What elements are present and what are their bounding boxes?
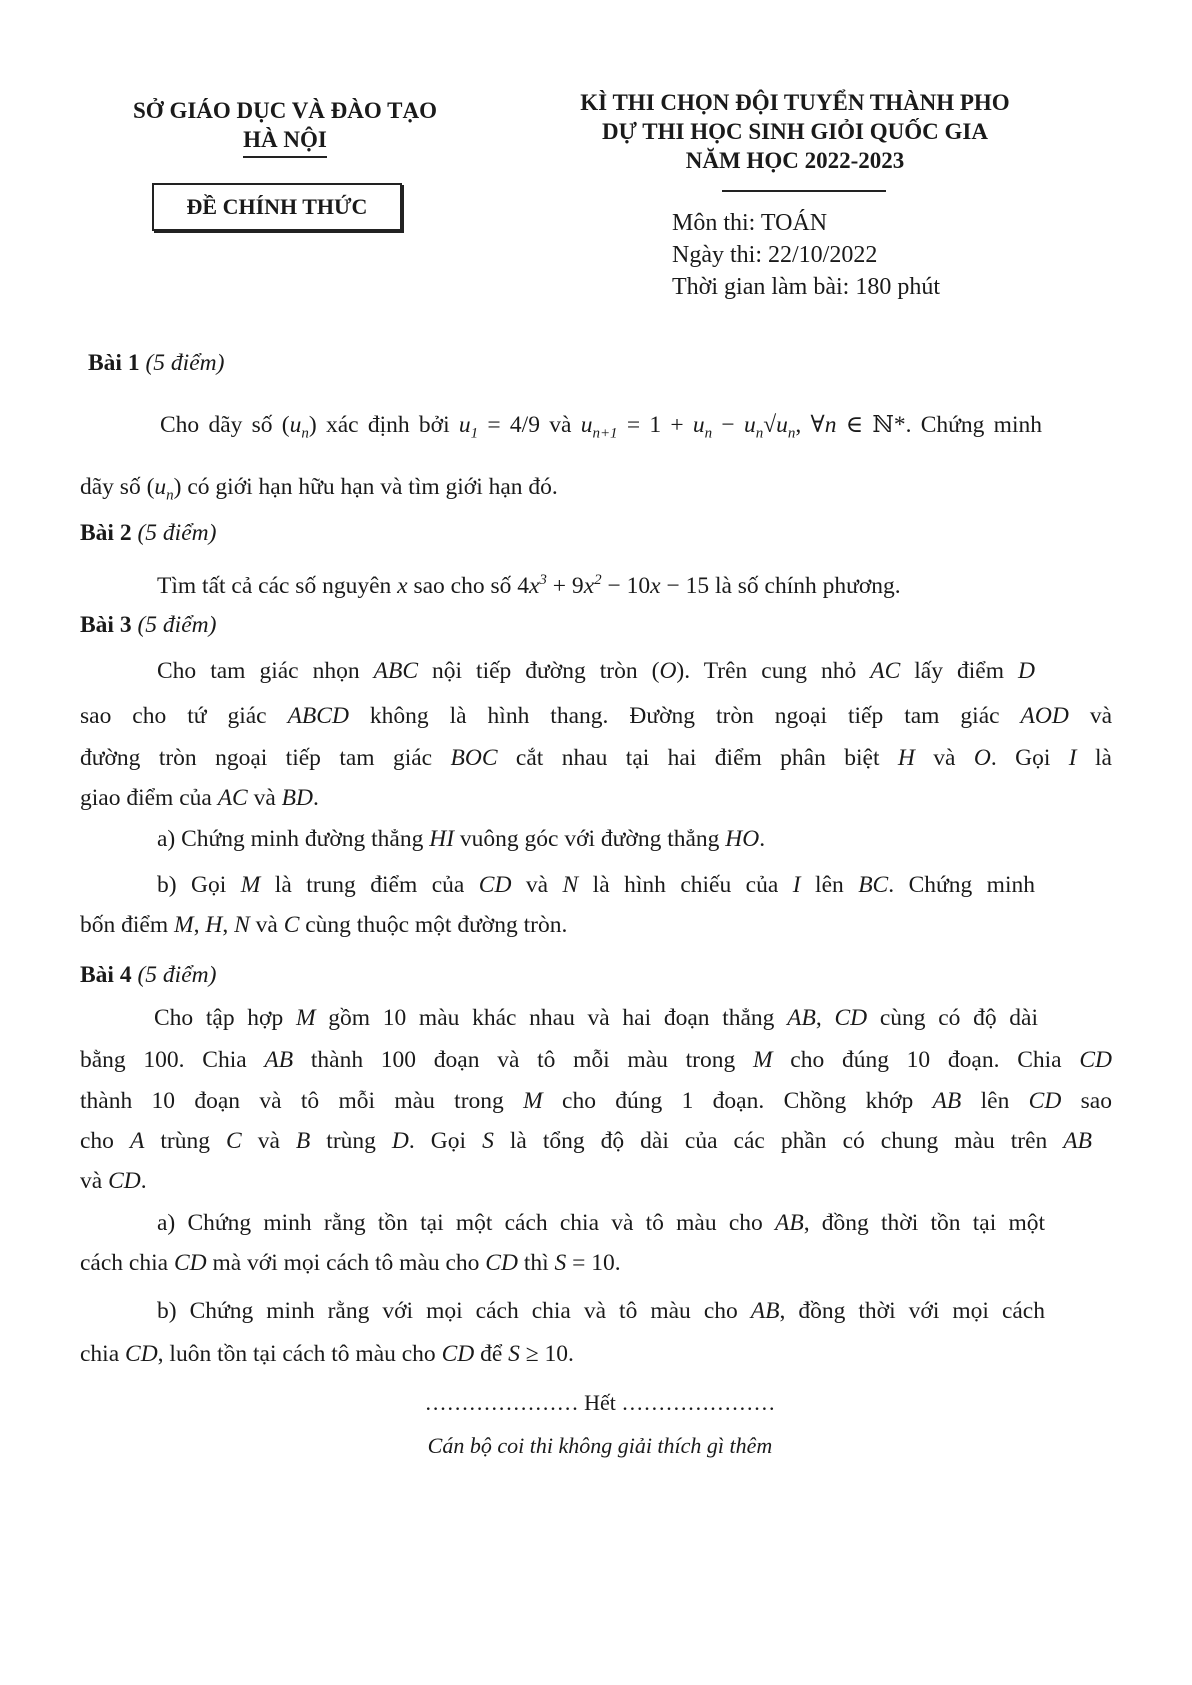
math-symbol: M (174, 912, 194, 938)
math-symbol: x (650, 572, 661, 599)
math-symbol: I (1068, 745, 1077, 771)
math-symbol: u (154, 474, 167, 500)
text-line (80, 1047, 1112, 1074)
text-segment: 2 (594, 572, 602, 588)
department-header (110, 96, 460, 158)
text-segment: . (312, 785, 319, 811)
math-symbol: A (129, 1128, 145, 1154)
text-segment: . (759, 826, 766, 852)
text-line (88, 350, 224, 377)
math-symbol: B (295, 1128, 311, 1154)
city-name: HÀ NỘI (243, 125, 327, 158)
text-segment: gồm 10 màu khác nhau và hai đoạn thẳng (315, 1005, 788, 1031)
text-line (80, 474, 558, 505)
text-line (157, 826, 765, 853)
text-line (157, 872, 1035, 899)
text-segment: b) Gọi (157, 872, 241, 898)
text-segment: a) Chứng minh đường thẳng (157, 826, 430, 852)
math-symbol: (5 điểm) (145, 350, 225, 376)
exam-title-line1: KÌ THI CHỌN ĐỘI TUYỂN THÀNH PHO (580, 90, 1010, 115)
text-segment: thành 100 đoạn và tô mỗi màu trong (293, 1047, 753, 1073)
text-segment: thì (517, 1250, 555, 1276)
text-segment: = 10. (566, 1250, 621, 1276)
text-segment: , luôn tồn tại cách tô màu cho (157, 1341, 442, 1367)
math-symbol: CD (441, 1341, 475, 1367)
text-segment: cho (80, 1128, 130, 1154)
math-symbol: AB (787, 1005, 816, 1031)
text-segment: cùng có độ dài (867, 1005, 1039, 1031)
text-line (157, 1210, 1045, 1237)
end-marker: ………………… Hết ………………… (424, 1390, 776, 1415)
problem-heading: Bài 3 (80, 612, 138, 638)
text-segment: bằng 100. Chia (80, 1047, 265, 1073)
math-symbol: u (692, 412, 705, 438)
text-line (80, 1128, 1092, 1155)
text-segment: Cho dãy số ( (160, 412, 290, 438)
text-line (80, 1341, 574, 1368)
text-segment: lên (800, 872, 859, 898)
text-segment: Cho tập hợp (154, 1005, 296, 1031)
text-segment: − 15 là số chính phương. (660, 572, 901, 599)
text-segment: . Gọi (408, 1128, 483, 1154)
text-segment: và (914, 745, 974, 771)
math-symbol: x (397, 572, 408, 599)
math-symbol: x (528, 572, 540, 599)
text-segment: = 1 + (617, 412, 693, 438)
text-segment: và (241, 1128, 296, 1154)
text-line (80, 745, 1112, 772)
text-segment: trùng (144, 1128, 226, 1154)
math-symbol: AOD (1020, 703, 1069, 729)
text-line (80, 703, 1112, 730)
text-segment: 1 (470, 425, 479, 442)
text-segment: cho đúng 1 đoạn. Chồng khớp (542, 1088, 933, 1114)
text-segment: + 9 (546, 572, 584, 599)
math-symbol: n (824, 412, 837, 438)
math-symbol: CD (485, 1250, 518, 1276)
math-symbol: M (752, 1047, 773, 1073)
text-segment: ) có giới hạn hữu hạn và tìm giới hạn đó. (173, 474, 558, 500)
text-segment: và (80, 1168, 109, 1194)
math-symbol: S (508, 1341, 520, 1367)
math-symbol: S (482, 1128, 494, 1154)
text-segment: là tổng độ dài của các phần có chung màu trên (493, 1128, 1064, 1154)
math-symbol: CD (834, 1005, 868, 1031)
text-segment: , đồng thời tồn tại một (803, 1210, 1046, 1236)
text-segment: sao cho số 4 (407, 572, 529, 599)
text-segment: ). Trên cung nhỏ (676, 658, 871, 684)
math-symbol: ABC (373, 658, 418, 684)
math-symbol: ABCD (287, 703, 349, 729)
text-segment: và (249, 912, 284, 938)
text-segment: thành 10 đoạn và tô mỗi màu trong (80, 1088, 524, 1114)
proctor-note: Cán bộ coi thi không giải thích gì thêm (427, 1433, 773, 1458)
math-symbol: AB (264, 1047, 294, 1073)
text-line (80, 1088, 1112, 1115)
text-segment: , đồng thời với mọi cách (779, 1298, 1045, 1324)
math-symbol: x (583, 572, 595, 599)
text-segment: trùng (310, 1128, 392, 1154)
math-symbol: BC (858, 872, 889, 898)
text-segment: giao điểm của (80, 785, 218, 811)
math-symbol: AB (932, 1088, 962, 1114)
math-symbol: M (295, 1005, 316, 1031)
text-line (80, 785, 319, 812)
problem-heading: Bài 2 (80, 520, 138, 546)
math-symbol: u (580, 412, 593, 438)
math-symbol: H (897, 745, 915, 771)
math-symbol: M (523, 1088, 543, 1114)
problem-heading: Bài 4 (80, 962, 138, 988)
text-segment: là hình chiếu của (578, 872, 793, 898)
text-segment: cách chia (80, 1250, 174, 1276)
math-symbol: BD (281, 785, 313, 811)
text-segment: nội tiếp đường tròn ( (418, 658, 660, 684)
school-year: NĂM HỌC 2022-2023 (685, 148, 905, 173)
text-segment: là (1076, 745, 1112, 771)
text-segment: lấy điểm (900, 658, 1018, 684)
text-segment: cho đúng 10 đoạn. Chia (772, 1047, 1080, 1073)
text-line (160, 410, 1042, 443)
text-segment: √ (763, 412, 777, 438)
text-segment: − (712, 412, 744, 438)
text-segment: là trung điểm của (260, 872, 479, 898)
math-symbol: O (659, 658, 677, 684)
text-segment: không là hình thang. Đường tròn ngoại tiếp tam giác (348, 703, 1021, 729)
math-symbol: D (1018, 658, 1035, 684)
math-symbol: AB (774, 1210, 804, 1236)
math-symbol: AC (217, 785, 248, 811)
text-segment: n (704, 425, 713, 442)
text-segment: chia (80, 1341, 126, 1367)
text-segment: lên (961, 1088, 1029, 1114)
exam-date: Ngày thi: 22/10/2022 (672, 242, 878, 268)
text-line (154, 1005, 1038, 1032)
text-segment: = 4/9 và (478, 412, 581, 438)
text-line (157, 572, 901, 600)
text-segment: , (815, 1005, 835, 1031)
text-segment: n (755, 425, 764, 442)
text-line (80, 1168, 147, 1195)
math-symbol: CD (1079, 1047, 1112, 1073)
problem-heading: Bài 1 (88, 350, 146, 376)
text-segment: vuông góc với đường thẳng (454, 826, 726, 852)
text-segment: n (787, 425, 796, 442)
text-segment: − 10 (601, 572, 651, 599)
text-segment: 3 (539, 572, 547, 588)
text-segment: n+1 (592, 425, 618, 442)
text-segment: cắt nhau tại hai điểm phân biệt (497, 745, 898, 771)
text-segment: đường tròn ngoại tiếp tam giác (80, 745, 451, 771)
math-symbol: HI (429, 826, 455, 852)
header-divider (722, 190, 886, 192)
subject: Môn thi: TOÁN (672, 210, 828, 236)
math-symbol: CD (478, 872, 512, 898)
text-segment: và (247, 785, 282, 811)
text-line (80, 962, 216, 989)
math-symbol: HO (725, 826, 760, 852)
text-segment: , (222, 912, 235, 938)
math-symbol: AC (870, 658, 901, 684)
department-name: SỞ GIÁO DỤC VÀ ĐÀO TẠO (133, 98, 437, 123)
math-symbol: AB (1063, 1128, 1093, 1154)
math-symbol: CD (125, 1341, 158, 1367)
text-segment: n (166, 487, 174, 504)
text-segment: ≥ 10. (519, 1341, 574, 1367)
text-segment: Tìm tất cả các số nguyên (157, 572, 398, 599)
text-segment: cùng thuộc một đường tròn. (299, 912, 568, 938)
text-segment: bốn điểm (80, 912, 174, 938)
text-line (80, 1250, 621, 1277)
math-symbol: H (205, 912, 223, 938)
math-symbol: (5 điểm) (137, 520, 217, 546)
text-segment: và (511, 872, 563, 898)
math-symbol: u (289, 412, 302, 438)
math-symbol: u (743, 412, 756, 438)
math-symbol: N (562, 872, 579, 898)
math-symbol: CD (108, 1168, 141, 1194)
duration: Thời gian làm bài: 180 phút (672, 274, 940, 300)
text-segment: và (1068, 703, 1112, 729)
math-symbol: (5 điểm) (137, 612, 217, 638)
math-symbol: (5 điểm) (137, 962, 217, 988)
math-symbol: S (554, 1250, 567, 1276)
exam-header (540, 88, 1050, 175)
math-symbol: CD (173, 1250, 207, 1276)
text-segment: sao cho tứ giác (80, 703, 288, 729)
text-line (157, 1298, 1045, 1325)
text-segment: . Chứng minh (888, 872, 1035, 898)
text-line (80, 912, 567, 939)
math-symbol: C (225, 1128, 242, 1154)
text-segment: b) Chứng minh rằng với mọi cách chia và tô màu cho (157, 1298, 751, 1324)
math-symbol: I (792, 872, 801, 898)
text-segment: , ∀ (795, 412, 825, 438)
math-symbol: u (776, 412, 788, 438)
math-symbol: u (458, 412, 471, 438)
math-symbol: D (391, 1128, 409, 1154)
text-segment: mà với mọi cách tô màu cho (206, 1250, 486, 1276)
text-segment: ∈ ℕ*. Chứng minh (836, 412, 1042, 438)
text-segment: Cho tam giác nhọn (157, 658, 374, 684)
text-segment: n (301, 425, 309, 442)
text-segment: a) Chứng minh rằng tồn tại một cách chia và tô màu cho (157, 1210, 775, 1236)
text-segment: để (474, 1341, 509, 1367)
text-line (80, 520, 216, 547)
text-segment: ) xác định bởi (308, 412, 459, 438)
math-symbol: C (283, 912, 300, 938)
text-segment: . (140, 1168, 147, 1194)
math-symbol: AB (750, 1298, 780, 1324)
text-segment: , (193, 912, 206, 938)
text-line (157, 658, 1035, 685)
official-exam-label: ĐỀ CHÍNH THỨC (152, 183, 402, 231)
math-symbol: O (973, 745, 991, 771)
math-symbol: M (240, 872, 261, 898)
exam-meta (672, 207, 940, 303)
text-segment: sao (1061, 1088, 1112, 1114)
text-segment: . Gọi (990, 745, 1069, 771)
exam-title-line2: DỰ THI HỌC SINH GIỎI QUỐC GIA (602, 119, 988, 144)
math-symbol: CD (1028, 1088, 1062, 1114)
text-line (80, 612, 216, 639)
math-symbol: N (234, 912, 250, 938)
text-segment: dãy số ( (80, 474, 155, 500)
math-symbol: BOC (450, 745, 498, 771)
